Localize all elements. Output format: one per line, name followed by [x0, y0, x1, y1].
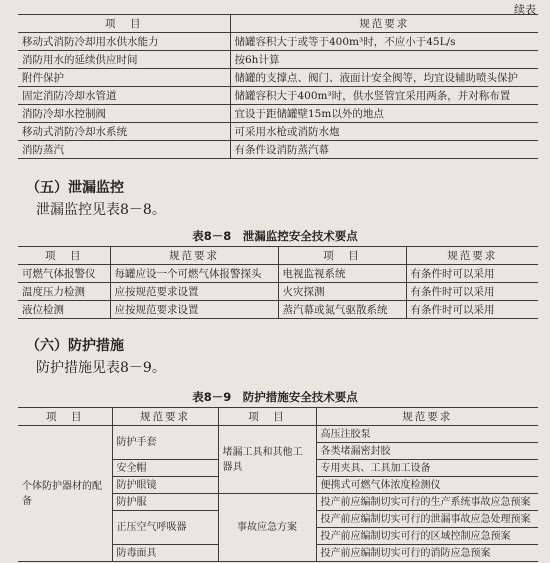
- section-text-leak-monitoring: 泄漏监控见表8－8。: [36, 202, 166, 218]
- table-row: [18, 33, 538, 51]
- table-caption-8-8: 表8－8 泄漏监控安全技术要点: [192, 229, 358, 243]
- table-header-row: [18, 408, 538, 426]
- ppe-item: 防毒面具: [112, 545, 218, 562]
- row-requirement: 储罐容积大于400m³时，供水竖管宜采用两条，并对称布置: [230, 87, 538, 105]
- ppe-item: 防护手套: [112, 426, 218, 460]
- row-item: 蒸汽幕或氮气驱散系统: [278, 301, 406, 319]
- section-heading-protection: （六）防护措施: [26, 338, 124, 354]
- row-item: 消防蒸汽: [18, 141, 230, 159]
- tools-item: 专用夹具、工具加工设备: [316, 460, 538, 477]
- ppe-item: 防护服: [112, 494, 218, 511]
- tools-item: 各类堵漏密封胶: [316, 443, 538, 460]
- col-header-item: 项 目: [18, 247, 110, 265]
- table-row: [18, 426, 538, 443]
- row-requirement: 宜设于距储罐壁15m以外的地点: [230, 105, 538, 123]
- emergency-item: 投产前应编制切实可行的消防应急预案: [316, 545, 538, 562]
- table-row: [18, 69, 538, 87]
- row-requirement: 应按规范要求设置: [110, 283, 278, 301]
- col-header-requirement: 规范要求: [316, 408, 538, 426]
- col-header-requirement: 规范要求: [230, 15, 538, 33]
- tools-item: 便携式可燃气体浓度检测仪: [316, 477, 538, 494]
- table-row: [18, 105, 538, 123]
- section-heading-leak-monitoring: （五）泄漏监控: [26, 180, 124, 196]
- row-item: 电视监视系统: [278, 265, 406, 283]
- emergency-item: 投产前应编制切实可行的泄漏事故应急处理预案: [316, 511, 538, 528]
- row-requirement: 按6h计算: [230, 51, 538, 69]
- row-requirement: 可采用水枪或消防水炮: [230, 123, 538, 141]
- table-leak-monitoring: [18, 246, 538, 319]
- col-header-requirement: 规范要求: [112, 408, 218, 426]
- table-row: [18, 265, 538, 283]
- table-caption-8-9: 表8－9 防护措施安全技术要点: [192, 390, 358, 404]
- col-header-item: 项 目: [18, 15, 230, 33]
- section-text-protection: 防护措施见表8－9。: [36, 360, 166, 376]
- row-item: 火灾探测: [278, 283, 406, 301]
- row-item: 温度压力检测: [18, 283, 110, 301]
- row-requirement: 有条件设消防蒸汽幕: [230, 141, 538, 159]
- row-requirement: 有条件时可以采用: [406, 283, 538, 301]
- row-requirement: 有条件时可以采用: [406, 265, 538, 283]
- table-row: [18, 51, 538, 69]
- row-item: 附件保护: [18, 69, 230, 87]
- col-header-item: 项 目: [218, 408, 316, 426]
- row-requirement: 应按规范要求设置: [110, 301, 278, 319]
- group-label-tools: 堵漏工具和其他工器具: [218, 426, 316, 494]
- col-header-item: 项 目: [278, 247, 406, 265]
- table-row: [18, 87, 538, 105]
- table-row: [18, 141, 538, 159]
- table-row: [18, 123, 538, 141]
- ppe-item: 安全帽: [112, 460, 218, 477]
- row-requirement: 储罐的支撑点、阀门、液面计安全阀等，均宜设辅助喷头保护: [230, 69, 538, 87]
- row-item: 消防用水的延续供应时间: [18, 51, 230, 69]
- row-item: 移动式消防冷却水系统: [18, 123, 230, 141]
- row-requirement: 每罐应设一个可燃气体报警探头: [110, 265, 278, 283]
- emergency-item: 投产前应编制切实可行的区域控制应急预案: [316, 528, 538, 545]
- table-row: [18, 301, 538, 319]
- ppe-item: 防护眼镜: [112, 477, 218, 494]
- group-label-emergency: 事故应急方案: [218, 494, 316, 562]
- table-fire-cooling: [18, 14, 538, 159]
- row-requirement: 有条件时可以采用: [406, 301, 538, 319]
- row-item: 可燃气体报警仪: [18, 265, 110, 283]
- table-protection-measures: [18, 407, 538, 562]
- row-item: 消防冷却水控制阀: [18, 105, 230, 123]
- row-item: 液位检测: [18, 301, 110, 319]
- table-row: [18, 283, 538, 301]
- table-header-row: [18, 247, 538, 265]
- continued-label: 续表: [514, 3, 536, 16]
- row-requirement: 储罐容积大于或等于400m³时，不应小于45L/s: [230, 33, 538, 51]
- tools-item: 高压注胶泵: [316, 426, 538, 443]
- group-label-ppe: 个体防护器材的配备: [18, 426, 112, 562]
- ppe-item: 正压空气呼吸器: [112, 511, 218, 545]
- col-header-item: 项 目: [18, 408, 112, 426]
- emergency-item: 投产前应编制切实可行的生产系统事故应急预案: [316, 494, 538, 511]
- col-header-requirement: 规范要求: [110, 247, 278, 265]
- row-item: 固定消防冷却水管道: [18, 87, 230, 105]
- col-header-requirement: 规范要求: [406, 247, 538, 265]
- table-header-row: [18, 15, 538, 33]
- row-item: 移动式消防冷却用水供水能力: [18, 33, 230, 51]
